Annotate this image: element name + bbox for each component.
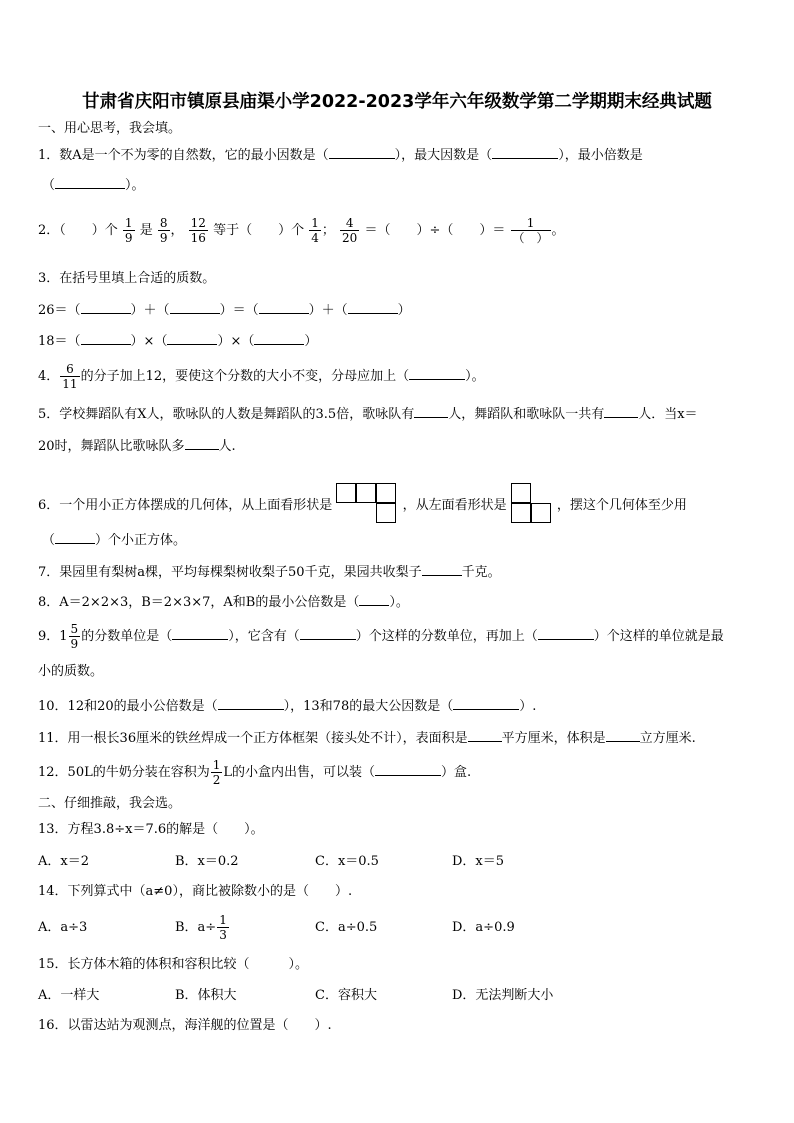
q11-blank-2[interactable] [606, 728, 640, 742]
q1-text-a: 1．数A是一个不为零的自然数，它的最小因数是（ [38, 148, 329, 163]
q5-blank-2[interactable] [604, 404, 638, 418]
question-1 [38, 145, 643, 165]
q3a-blank-1[interactable] [81, 300, 131, 314]
q11-blank-1[interactable] [468, 728, 502, 742]
question-11: 11．用一根长36厘米的铁丝焊成一个正方体框架（接头处不计），表面积是 平方厘米，体积是 立方厘米. [38, 728, 696, 748]
q4-blank[interactable] [409, 366, 465, 380]
q2-is: 是 [139, 223, 153, 238]
q14b-fraction: $\frac{1}{3}$ [219, 913, 227, 942]
question-9-cont: 小的质数。 [38, 664, 104, 679]
q1-text-b: ），最大因数是（ [394, 148, 493, 163]
question-6-cont: （ ）个小正方体。 [42, 530, 186, 550]
q2-end: 。 [551, 223, 565, 238]
q9-fraction: $\frac{5}{9}$ [70, 622, 79, 651]
q2-semi: ； [321, 223, 335, 238]
q9-blank-3[interactable] [538, 626, 594, 640]
q12-fraction: $\frac{1}{2}$ [212, 758, 221, 787]
q1-blank-3[interactable] [55, 175, 125, 189]
question-2 [38, 213, 565, 249]
q2-pre: 2．（ ）个 [38, 223, 118, 238]
q2-fraction-2: $\frac{8}{9}$ [159, 216, 168, 245]
q1-text-c: ），最小倍数是 [558, 148, 643, 163]
q12-blank[interactable] [375, 762, 441, 776]
q15-option-b[interactable]: B．体积大 [175, 988, 237, 1003]
question-12: 12．50L的牛奶分装在容积为 $\frac{1}{2}$ L的小盒内出售，可以装（ ）盒. [38, 758, 472, 787]
question-3: 3．在括号里填上合适的质数。 [38, 271, 216, 286]
q3b-blank-2[interactable] [167, 331, 217, 345]
q13-option-a[interactable]: A．x＝2 [38, 854, 89, 869]
q13-option-c[interactable]: C．x＝0.5 [315, 854, 379, 869]
q1-close: ）。 [125, 178, 145, 193]
question-5: 5．学校舞蹈队有X人，歌咏队的人数是舞蹈队的3.5倍，歌咏队有 人，舞蹈队和歌咏队一共有 人．当x＝ [38, 404, 698, 424]
q15-option-c[interactable]: C．容积大 [315, 988, 377, 1003]
q1-blank-2[interactable] [492, 145, 558, 159]
q7-blank[interactable] [422, 562, 462, 576]
q6-blank[interactable] [55, 530, 95, 544]
q3b-blank-3[interactable] [254, 331, 304, 345]
q13-option-d[interactable]: D．x＝5 [452, 854, 505, 869]
q1-blank-1[interactable] [329, 145, 395, 159]
question-15: 15．长方体木箱的体积和容积比较（ ）。 [38, 957, 309, 972]
question-13: 13．方程3.8÷x＝7.6的解是（ ）。 [38, 822, 264, 837]
question-8: 8．A＝2×2×3，B＝2×3×7，A和B的最小公倍数是（ ）。 [38, 592, 409, 612]
section-2-heading: 二、仔细推敲，我会选。 [38, 796, 182, 811]
q14-option-b[interactable]: B．a÷ $\frac{1}{3}$ [175, 913, 227, 942]
q3b-blank-1[interactable] [81, 331, 131, 345]
q10-blank-2[interactable] [453, 696, 519, 710]
q8-blank[interactable] [359, 592, 389, 606]
q3a-blank-4[interactable] [348, 300, 398, 314]
page-title: 甘肃省庆阳市镇原县庙渠小学2022-2023学年六年级数学第二学期期末经典试题 [82, 92, 712, 112]
question-3b: 18＝（ ）×（ ）×（ ） [38, 331, 317, 351]
q2-sep: ， [170, 223, 184, 238]
q4-fraction: $\frac{6}{11}$ [62, 362, 78, 391]
top-view-figure [336, 483, 398, 525]
q15-option-d[interactable]: D．无法判断大小 [452, 988, 554, 1003]
question-16: 16．以雷达站为观测点，海洋舰的位置是（ ）. [38, 1018, 332, 1033]
q2-fraction-4: $\frac{1}{4}$ [311, 216, 319, 245]
q2-eq: 等于（ ）个 [213, 223, 305, 238]
q2-tail: ＝（ ）÷（ ）＝ [364, 223, 506, 238]
q15-option-a[interactable]: A．一样大 [38, 988, 100, 1003]
q3a-blank-2[interactable] [170, 300, 220, 314]
question-7: 7．果园里有梨树a棵，平均每棵梨树收梨子50千克，果园共收梨子 千克。 [38, 562, 501, 582]
question-5-cont: 20时，舞蹈队比歌咏队多 人. [38, 436, 236, 456]
q9-blank-1[interactable] [172, 626, 228, 640]
q5-blank-3[interactable] [185, 436, 219, 450]
section-1-heading: 一、用心思考，我会填。 [38, 121, 182, 136]
q2-fraction-3: $\frac{12}{16}$ [190, 216, 206, 245]
question-9: 9．1 $\frac{5}{9}$ 的分数单位是（ ），它含有（ ）个这样的分数单位，再加上（ ）个这样的单位就是最 [38, 622, 724, 651]
q10-blank-1[interactable] [218, 696, 284, 710]
q14-option-a[interactable]: A．a÷3 [38, 920, 88, 935]
question-6: 6．一个用小正方体摆成的几何体，从上面看形状是 ，从左面看形状是 ，摆这个几何体至少用 [38, 483, 687, 525]
q14-option-c[interactable]: C．a÷0.5 [315, 920, 378, 935]
question-4: 4． $\frac{6}{11}$ 的分子加上12，要使这个分数的大小不变，分母应加上（ ）。 [38, 362, 485, 391]
q2-fraction-5: $\frac{4}{20}$ [342, 216, 358, 245]
question-1-cont [42, 175, 145, 195]
question-3a: 26＝（ ）＋（ ）＝（ ）＋（ ） [38, 300, 411, 320]
q13-option-b[interactable]: B．x＝0.2 [175, 854, 239, 869]
q3a-blank-3[interactable] [259, 300, 309, 314]
q2-fraction-6: $\frac{1}{( )}$ [512, 216, 549, 245]
left-view-figure [511, 483, 553, 525]
question-14: 14．下列算式中（a≠0），商比被除数小的是（ ）. [38, 884, 353, 899]
q14-option-d[interactable]: D．a÷0.9 [452, 920, 515, 935]
question-10: 10．12和20的最小公倍数是（ ），13和78的最大公因数是（ ）. [38, 696, 536, 716]
q2-fraction-1: $\frac{1}{9}$ [124, 216, 133, 245]
q9-blank-2[interactable] [300, 626, 356, 640]
q5-blank-1[interactable] [414, 404, 448, 418]
q1-open: （ [42, 178, 56, 193]
